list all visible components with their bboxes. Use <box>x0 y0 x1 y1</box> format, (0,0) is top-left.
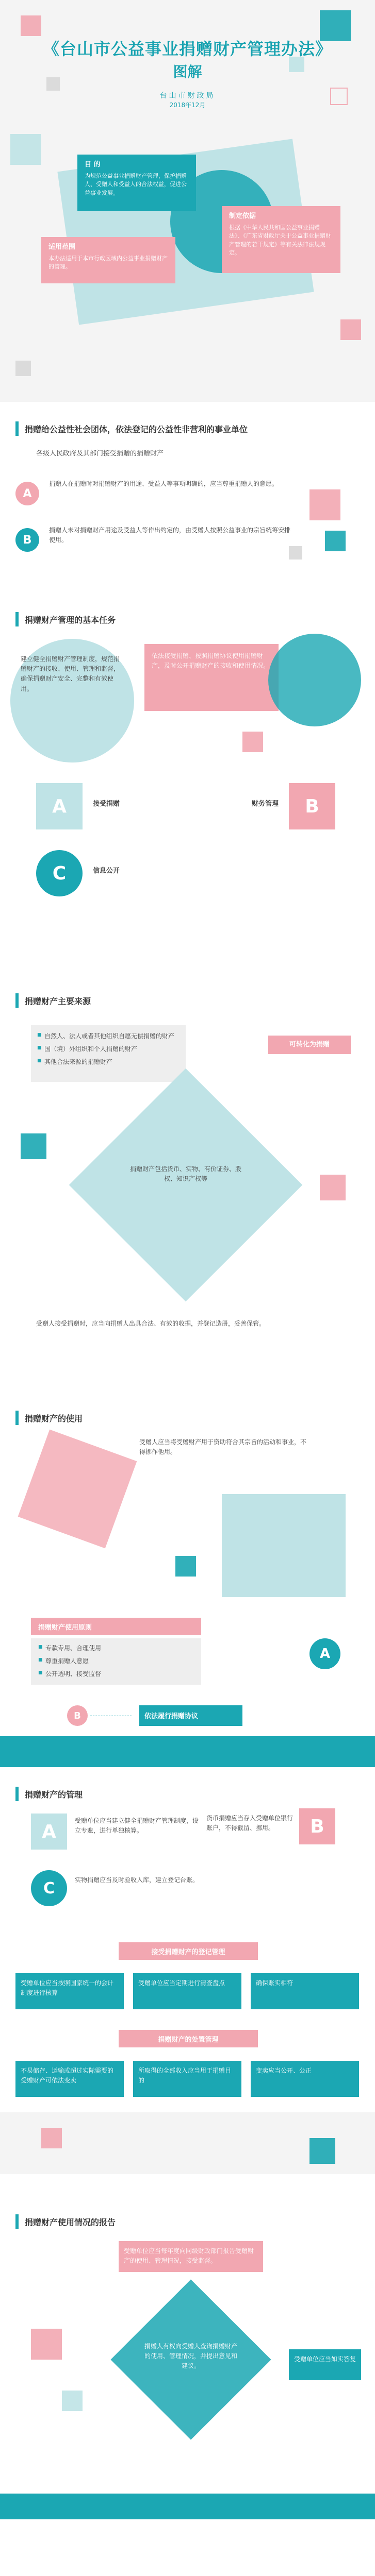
section-4-a-badge: A <box>309 1638 340 1669</box>
section-3-title: 捐赠财产主要来源 <box>25 996 91 1006</box>
section-5-b-text: 货币捐赠应当存入受赠单位银行账户，不得截留、挪用。 <box>206 1815 294 1832</box>
section-5-a-text: 受赠单位应当建立健全捐赠财产管理制度，设立专账，进行单独核算。 <box>75 1817 199 1835</box>
card-purpose <box>77 155 196 211</box>
section-4-item: ■ 专款专用、合理使用 <box>38 1643 194 1653</box>
section-2-pink-panel <box>144 644 279 711</box>
section-5-c-badge: C <box>31 1870 67 1906</box>
section-3-header <box>15 989 360 1012</box>
section-2-b-badge: B <box>289 783 335 829</box>
section-2-header <box>15 608 360 631</box>
section-5-header <box>15 1783 360 1805</box>
section-3-right-label: 可转化为捐赠 <box>268 1036 351 1054</box>
section-4-band <box>0 1736 375 1767</box>
section-2-teal-text: 建立健全捐赠财产管理制度，规范捐赠财产的接收、使用、管理和监督，确保捐赠财产安全、完整和有效使用。 <box>21 655 120 692</box>
section-3-foot-text: 受赠人接受捐赠时，应当向捐赠人出具合法、有效的收据，并登记造册，妥善保管。 <box>36 1320 266 1327</box>
section-5-row2-right: 变卖应当公开、公正 <box>251 2061 359 2097</box>
section-2-pink-text: 依法接受捐赠、按照捐赠协议使用捐赠财产，及时公开捐赠财产的接收和使用情况。 <box>152 652 270 670</box>
section-4-b-text: 依法履行捐赠协议 <box>139 1705 242 1726</box>
hero-title: 《台山市公益事业捐赠财产管理办法》 <box>42 39 332 59</box>
section-2-c-text: 信息公开 <box>93 867 120 875</box>
card-basis-text: 根据《中华人民共和国公益事业捐赠法》、《广东省财政厅关于公益事业捐赠财产管理的若干规定》等有关法律法规规定。 <box>229 224 331 256</box>
section-6-lead: 受赠单位应当每年度向同级财政部门报告受赠财产的使用、管理情况，接受监督。 <box>119 2241 263 2272</box>
section-5-title: 捐赠财产的管理 <box>25 1789 83 1800</box>
section-3-item: ■ 国（境）外组织和个人捐赠的财产 <box>37 1044 180 1054</box>
section-4-title: 捐赠财产的使用 <box>25 1413 83 1423</box>
section-4-list <box>31 1638 201 1685</box>
section-3-list-panel <box>31 1025 186 1082</box>
section-6-right-text: 受赠单位应当如实答复 <box>289 2349 361 2380</box>
hero-section <box>0 0 375 402</box>
section-4-item: ■ 公开透明、接受监督 <box>38 1669 194 1679</box>
section-2-a-text: 接受捐赠 <box>93 800 120 808</box>
card-basis <box>222 206 340 273</box>
section-4-b-badge: B <box>67 1705 88 1726</box>
section-6-band <box>0 2494 375 2519</box>
section-1-a-text: 捐赠人在捐赠时对捐赠财产的用途、受益人等事项明确的，应当尊重捐赠人的意愿。 <box>49 480 279 487</box>
section-5-row1-mid: 受赠单位应当定期进行清查盘点 <box>133 1973 241 2009</box>
section-5-row1-title: 接受捐赠财产的登记管理 <box>119 1942 258 1960</box>
section-5-row2-mid: 所取得的全部收入应当用于捐赠目的 <box>133 2061 241 2097</box>
section-4-pink-title: 捐赠财产使用原则 <box>31 1618 201 1635</box>
hero-subtitle: 图解 <box>173 63 202 80</box>
card-basis-heading: 制定依据 <box>229 212 256 220</box>
section-2-a-badge: A <box>36 783 83 829</box>
section-5-b-badge: B <box>299 1808 335 1844</box>
card-purpose-text: 为规范公益事业捐赠财产管理，保护捐赠人、受赠人和受益人的合法权益，促进公益事业发展。 <box>85 172 187 196</box>
section-1-header <box>15 417 360 440</box>
section-2-b-text: 财务管理 <box>251 800 279 808</box>
section-4-lead: 受赠人应当将受赠财产用于资助符合其宗旨的活动和事业，不得挪作他用。 <box>139 1438 307 1456</box>
section-5-row2-left: 不易储存、运输或超过实际需要的受赠财产可依法变卖 <box>15 2061 124 2097</box>
section-6-title: 捐赠财产使用情况的报告 <box>25 2217 116 2227</box>
hero-date: 2018年12月 <box>169 101 206 109</box>
section-5-a-badge: A <box>31 1814 67 1850</box>
section-1-title: 捐赠给公益性社会团体，依法登记的公益性非营利的事业单位 <box>25 424 248 434</box>
section-3-item: ■ 自然人、法人或者其他组织自愿无偿捐赠的财产 <box>37 1031 180 1041</box>
section-3-item: ■ 其他合法来源的捐赠财产 <box>37 1057 180 1067</box>
section-4-item: ■ 尊重捐赠人意愿 <box>38 1656 194 1666</box>
section-3-center-text: 捐赠财产包括货币、实物、有价证券、股权、知识产权等 <box>129 1165 241 1183</box>
section-2-title: 捐赠财产管理的基本任务 <box>25 615 116 625</box>
section-1-b-text: 捐赠人未对捐赠财产用途及受益人等作出约定的，由受赠人按照公益事业的宗旨统筹安排使用。 <box>49 527 291 544</box>
card-scope-heading: 适用范围 <box>48 243 76 251</box>
section-5-row1-right: 确保账实相符 <box>251 1973 359 2009</box>
card-scope <box>41 237 175 283</box>
hero-agency: 台山市财政局 <box>159 92 216 100</box>
section-5-row1-left: 受赠单位应当按照国家统一的会计制度进行核算 <box>15 1973 124 2009</box>
section-2-c-badge: C <box>36 850 83 896</box>
card-purpose-heading: 目 的 <box>85 161 101 168</box>
section-1-lead: 各级人民政府及其部门接受捐赠的捐赠财产 <box>36 450 164 457</box>
card-scope-text: 本办法适用于本市行政区域内公益事业捐赠财产的管理。 <box>48 255 168 270</box>
section-5-row2-title: 捐赠财产的处置管理 <box>119 2030 258 2047</box>
section-6-center-text: 捐赠人有权向受赠人查询捐赠财产的使用、管理情况，并提出意见和建议。 <box>144 2343 238 2370</box>
section-4-header <box>15 1406 360 1429</box>
section-5-c-text: 实物捐赠应当及时验收入库，建立登记台账。 <box>75 1876 199 1884</box>
section-1-b-badge: B <box>15 528 39 552</box>
section-1-a-badge: A <box>15 482 39 505</box>
section-6-header <box>15 2210 360 2233</box>
